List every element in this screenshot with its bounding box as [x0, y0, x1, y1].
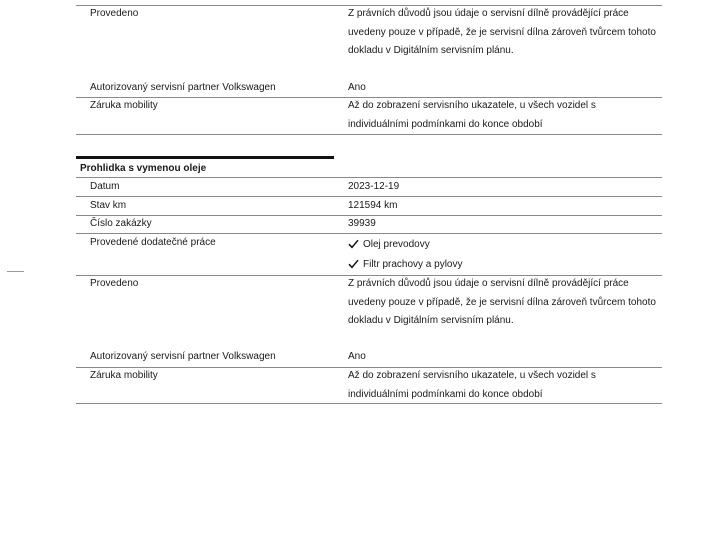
partner-label: Autorizovaný servisní partner Volkswagen: [90, 351, 276, 362]
date-label: Datum: [90, 181, 120, 192]
mobility-label: Záruka mobility: [90, 100, 158, 111]
km-value: 121594 km: [348, 200, 398, 211]
checkmark-icon: [348, 259, 359, 269]
extra-work-item-label: Olej prevodovy: [363, 239, 430, 250]
order-label: Číslo zakázky: [90, 218, 152, 229]
performed-label: Provedeno: [90, 278, 139, 289]
extra-work-item-label: Filtr prachovy a pylovy: [363, 259, 463, 270]
performed-value: Z právních důvodů jsou údaje o servisní dílně provádějící práce uvedeny pouze v případě, že je servisní dílna zároveň tvůrcem tohoto dokladu v Digitálním servisním plánu.: [348, 278, 656, 326]
checkmark-icon: [348, 239, 359, 249]
margin-mark: [7, 271, 24, 272]
section-heading-bar: [76, 156, 334, 159]
partner-value: Ano: [348, 351, 366, 362]
date-value: 2023-12-19: [348, 181, 400, 192]
partner-value: Ano: [348, 82, 366, 93]
extra-work-label: Provedené dodatečné práce: [90, 237, 216, 248]
mobility-value: Až do zobrazení servisního ukazatele, u všech vozidel s individuálními podmínkami do konce období: [348, 370, 596, 400]
order-value: 39939: [348, 218, 376, 229]
row-divider: [76, 134, 662, 135]
mobility-value: Až do zobrazení servisního ukazatele, u všech vozidel s individuálními podmínkami do konce období: [348, 100, 596, 130]
mobility-label: Záruka mobility: [90, 370, 158, 381]
performed-value: Z právních důvodů jsou údaje o servisní dílně provádějící práce uvedeny pouze v případě, že je servisní dílna zároveň tvůrcem tohoto dokladu v Digitálním servisním plánu.: [348, 8, 656, 56]
km-label: Stav km: [90, 200, 127, 211]
row-divider: [76, 403, 662, 404]
performed-label: Provedeno: [90, 8, 139, 19]
partner-label: Autorizovaný servisní partner Volkswagen: [90, 82, 276, 93]
section-title: Prohlidka s vymenou oleje: [80, 163, 207, 174]
